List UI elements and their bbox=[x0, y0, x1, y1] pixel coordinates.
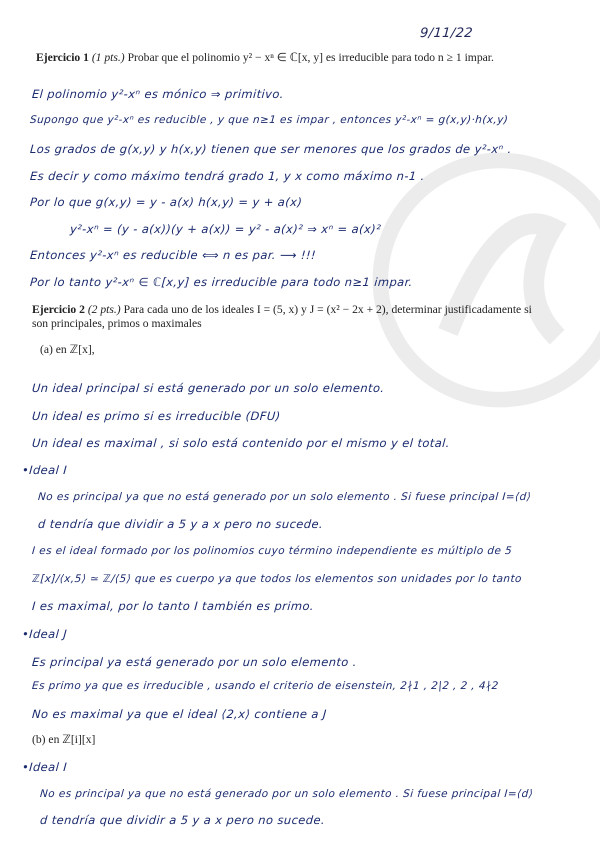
hand-line-1-5: Por lo que g(x,y) = y - a(x) h(x,y) = y + a(x) bbox=[29, 195, 303, 209]
hand-line-2b-2: No es principal ya que no está generado por un solo elemento . Si fuese principal I=⟨d⟩ bbox=[39, 788, 534, 800]
exercise-2-part-b: (b) en ℤ[i][x] bbox=[32, 733, 96, 746]
hand-line-1-8: Por lo tanto y²-xⁿ ∈ ℂ[x,y] es irreducible para todo n≥1 impar. bbox=[29, 275, 414, 289]
exercise-2-statement bbox=[32, 303, 532, 331]
hand-line-1-1: El polinomio y²-xⁿ es mónico ⇒ primitivo. bbox=[31, 87, 285, 101]
hand-line-2a-7: I es el ideal formado por los polinomios cuyo término independiente es múltiplo de 5 bbox=[31, 545, 513, 557]
hand-line-2a-9: I es maximal, por lo tanto I también es primo. bbox=[31, 599, 315, 613]
exercise-1-label: Ejercicio 1 bbox=[36, 51, 89, 64]
exercise-1-statement bbox=[36, 51, 494, 65]
hand-line-2b-3: d tendría que dividir a 5 y a x pero no sucede. bbox=[39, 813, 326, 827]
exercise-1-text: Probar que el polinomio y² − xⁿ ∈ ℂ[x, y] es irreducible para todo n ≥ 1 impar. bbox=[127, 51, 494, 64]
exercise-1-points: (1 pts.) bbox=[91, 51, 125, 64]
hand-line-2a-8: ℤ[x]/⟨x,5⟩ ≃ ℤ/⟨5⟩ que es cuerpo ya que todos los elementos son unidades por lo tanto bbox=[31, 573, 523, 585]
exercise-2-part-a: (a) en ℤ[x], bbox=[40, 343, 95, 356]
handwritten-date: 9/11/22 bbox=[419, 26, 474, 41]
hand-line-2a-2: Un ideal es primo si es irreducible (DFU) bbox=[31, 409, 282, 423]
hand-line-1-2: Supongo que y²-xⁿ es reducible , y que n≥1 es impar , entonces y²-xⁿ = g(x,y)·h(x,y) bbox=[29, 114, 509, 126]
hand-line-2a-3: Un ideal es maximal , si solo está contenido por el mismo y el total. bbox=[31, 436, 451, 450]
hand-line-1-3: Los grados de g(x,y) y h(x,y) tienen que ser menores que los grados de y²-xⁿ . bbox=[29, 142, 513, 156]
hand-line-1-6: y²-xⁿ = (y - a(x))(y + a(x)) = y² - a(x)² ⇒ xⁿ = a(x)² bbox=[69, 222, 382, 236]
hand-line-2a-11: Es principal ya está generado por un solo elemento . bbox=[31, 655, 358, 669]
hand-line-1-7: Entonces y²-xⁿ es reducible ⟺ n es par. ⟶ !!! bbox=[29, 248, 317, 262]
hand-line-2b-1: •Ideal I bbox=[21, 760, 68, 774]
hand-line-2a-1: Un ideal principal si está generado por un solo elemento. bbox=[31, 381, 385, 395]
hand-line-2a-4: •Ideal I bbox=[21, 463, 68, 477]
hand-line-2a-13: No es maximal ya que el ideal ⟨2,x⟩ contiene a J bbox=[31, 707, 328, 721]
exercise-2-text: Para cada uno de los ideales I = (5, x) y J = (x² − 2x + 2), determinar justificadamente si son principales, primos o maximales bbox=[32, 303, 532, 330]
hand-line-1-4: Es decir y como máximo tendrá grado 1, y x como máximo n-1 . bbox=[29, 169, 426, 183]
hand-line-2a-12: Es primo ya que es irreducible , usando el criterio de eisenstein, 2∤1 , 2|2 , 2 , 4∤2 bbox=[31, 680, 500, 692]
hand-line-2a-6: d tendría que dividir a 5 y a x pero no sucede. bbox=[37, 517, 324, 531]
hand-line-2a-10: •Ideal J bbox=[21, 627, 68, 641]
exercise-2-points: (2 pts.) bbox=[87, 303, 121, 316]
hand-line-2a-5: No es principal ya que no está generado por un solo elemento . Si fuese principal I=⟨d⟩ bbox=[37, 491, 532, 503]
exercise-2-label: Ejercicio 2 bbox=[32, 303, 85, 316]
